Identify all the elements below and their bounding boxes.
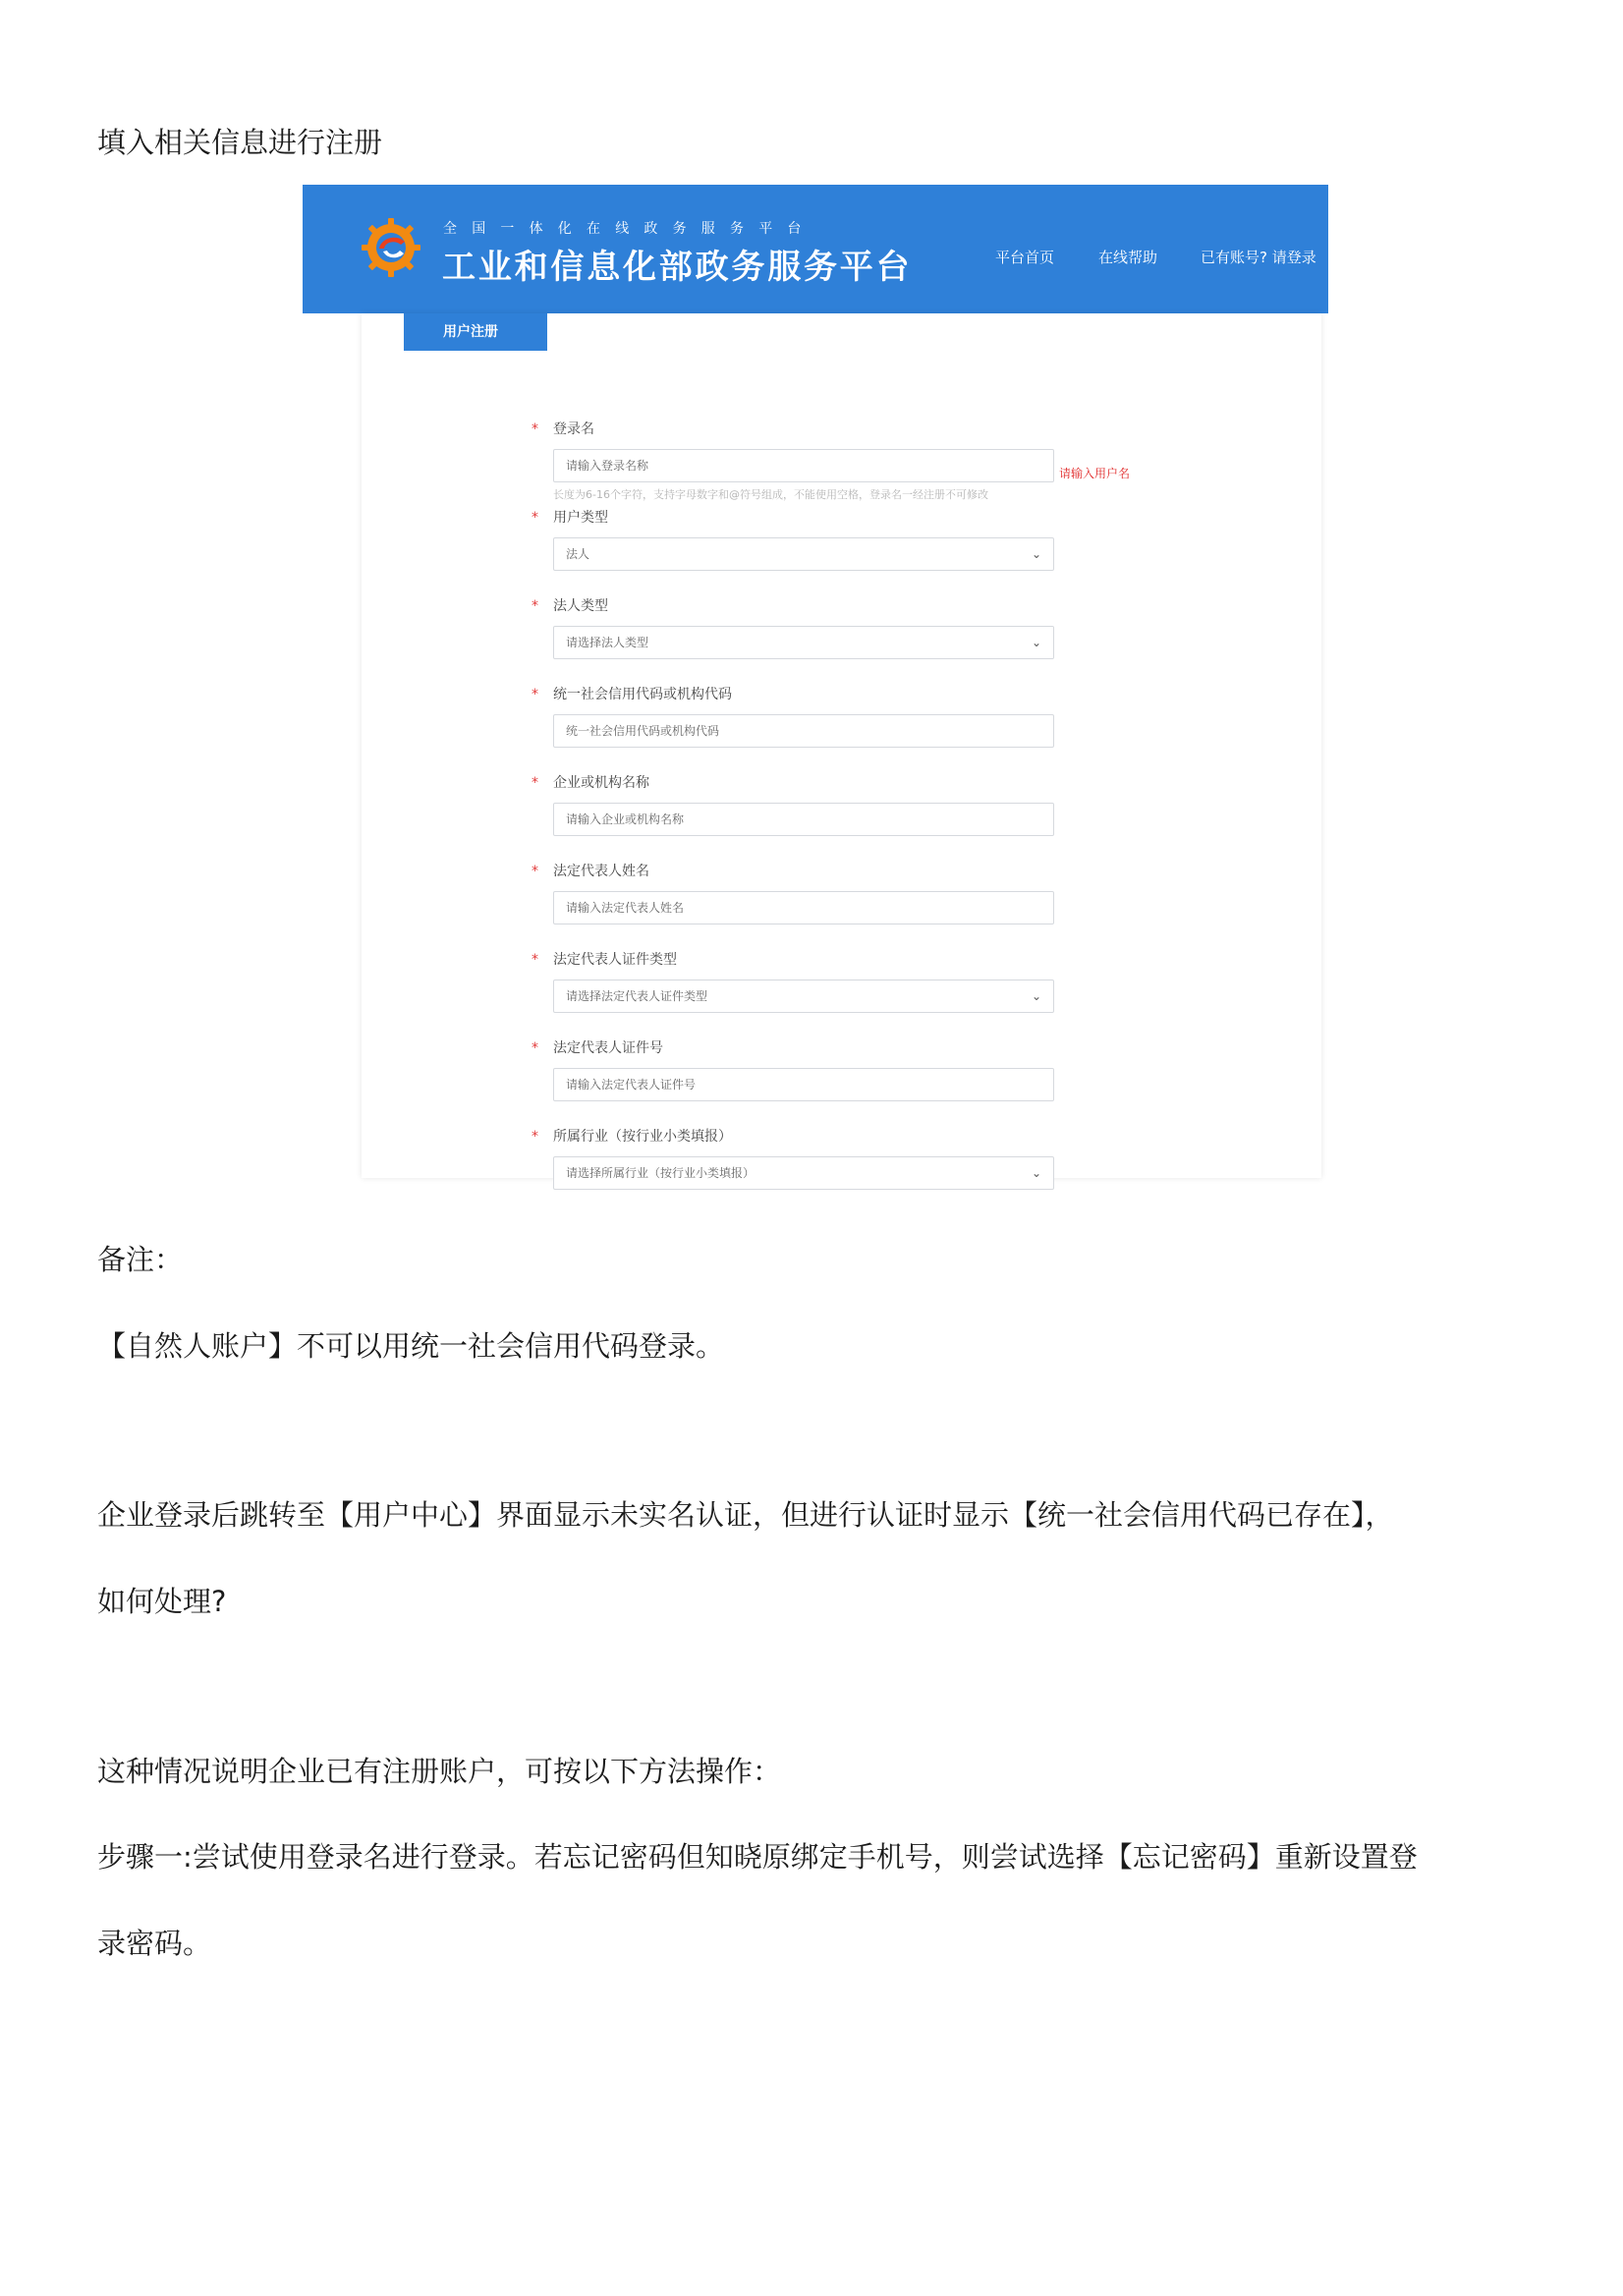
rep-id-type-select[interactable] — [553, 980, 1054, 1013]
question-line-2: 如何处理? — [97, 1585, 227, 1618]
nav-login-link[interactable]: 已有账号? 请登录 — [1201, 249, 1316, 266]
chevron-down-icon: ⌄ — [1031, 989, 1041, 1003]
field-label: 法定代表人证件类型 — [553, 952, 677, 968]
form-field-rep-name — [532, 862, 1052, 924]
required-mark: * — [532, 952, 538, 968]
industry-select[interactable] — [553, 1156, 1054, 1190]
nav-help-link[interactable]: 在线帮助 — [1098, 249, 1158, 266]
step1-line-2: 录密码。 — [97, 1927, 212, 1960]
form-field-user-type — [532, 508, 1052, 571]
credit-code-input[interactable]: 统一社会信用代码或机构代码 — [553, 714, 1054, 748]
tab-user-registration[interactable]: 用户注册 — [404, 313, 547, 351]
field-label: 法定代表人姓名 — [553, 864, 649, 879]
form-field-org-name — [532, 773, 1052, 836]
login-name-hint: 长度为6-16个字符，支持字母数字和@符号组成，不能使用空格，登录名一经注册不可修改 — [553, 488, 988, 501]
question-line-1: 企业登录后跳转至【用户中心】界面显示未实名认证，但进行认证时显示【统一社会信用代码已存在】， — [97, 1498, 1394, 1532]
user-type-select[interactable] — [553, 537, 1054, 571]
field-label: 法人类型 — [553, 598, 608, 614]
chevron-down-icon: ⌄ — [1031, 636, 1041, 649]
required-mark: * — [532, 687, 538, 702]
required-mark: * — [532, 510, 538, 526]
form-field-rep-id-number — [532, 1038, 1052, 1101]
field-label: 企业或机构名称 — [553, 775, 649, 791]
registration-screenshot — [303, 185, 1328, 1180]
answer-line: 这种情况说明企业已有注册账户，可按以下方法操作： — [97, 1755, 782, 1788]
form-field-legal-person-type — [532, 596, 1052, 659]
required-mark: * — [532, 775, 538, 791]
field-label: 所属行业（按行业小类填报） — [553, 1129, 732, 1145]
select-value: 请选择法定代表人证件类型 — [566, 989, 708, 1003]
required-mark: * — [532, 1040, 538, 1056]
note-heading: 备注： — [97, 1243, 184, 1276]
login-name-error: 请输入用户名 — [1059, 467, 1131, 480]
required-mark: * — [532, 864, 538, 879]
nav-home-link[interactable]: 平台首页 — [995, 249, 1055, 266]
select-value: 请选择所属行业（按行业小类填报） — [566, 1166, 756, 1180]
field-label: 统一社会信用代码或机构代码 — [553, 687, 732, 702]
login-name-input[interactable]: 请输入登录名称 — [553, 449, 1054, 482]
form-field-rep-id-type — [532, 950, 1052, 1013]
field-label: 法定代表人证件号 — [553, 1040, 663, 1056]
portal-subtitle: 全国一体化在线政务服务平台 — [443, 221, 816, 237]
portal-header — [303, 185, 1328, 313]
rep-name-input[interactable]: 请输入法定代表人姓名 — [553, 891, 1054, 924]
select-value: 请选择法人类型 — [566, 636, 649, 649]
chevron-down-icon: ⌄ — [1031, 1166, 1041, 1180]
select-value: 法人 — [566, 547, 590, 561]
org-name-input[interactable]: 请输入企业或机构名称 — [553, 803, 1054, 836]
field-label: 登录名 — [553, 421, 594, 437]
required-mark: * — [532, 1129, 538, 1145]
rep-id-number-input[interactable]: 请输入法定代表人证件号 — [553, 1068, 1054, 1101]
legal-person-type-select[interactable] — [553, 626, 1054, 659]
required-mark: * — [532, 598, 538, 614]
intro-text: 填入相关信息进行注册 — [97, 126, 383, 159]
portal-title: 工业和信息化部政务服务平台 — [442, 248, 913, 287]
note-line: 【自然人账户】不可以用统一社会信用代码登录。 — [97, 1329, 725, 1363]
form-field-industry — [532, 1127, 1052, 1190]
portal-logo-icon — [362, 218, 420, 277]
field-label: 用户类型 — [553, 510, 608, 526]
form-field-login-name — [532, 420, 1052, 482]
required-mark: * — [532, 421, 538, 437]
form-field-credit-code — [532, 685, 1052, 748]
step1-line-1: 步骤一:尝试使用登录名进行登录。若忘记密码但知晓原绑定手机号，则尝试选择【忘记密码】重新设置登 — [97, 1840, 1418, 1874]
chevron-down-icon: ⌄ — [1031, 547, 1041, 561]
